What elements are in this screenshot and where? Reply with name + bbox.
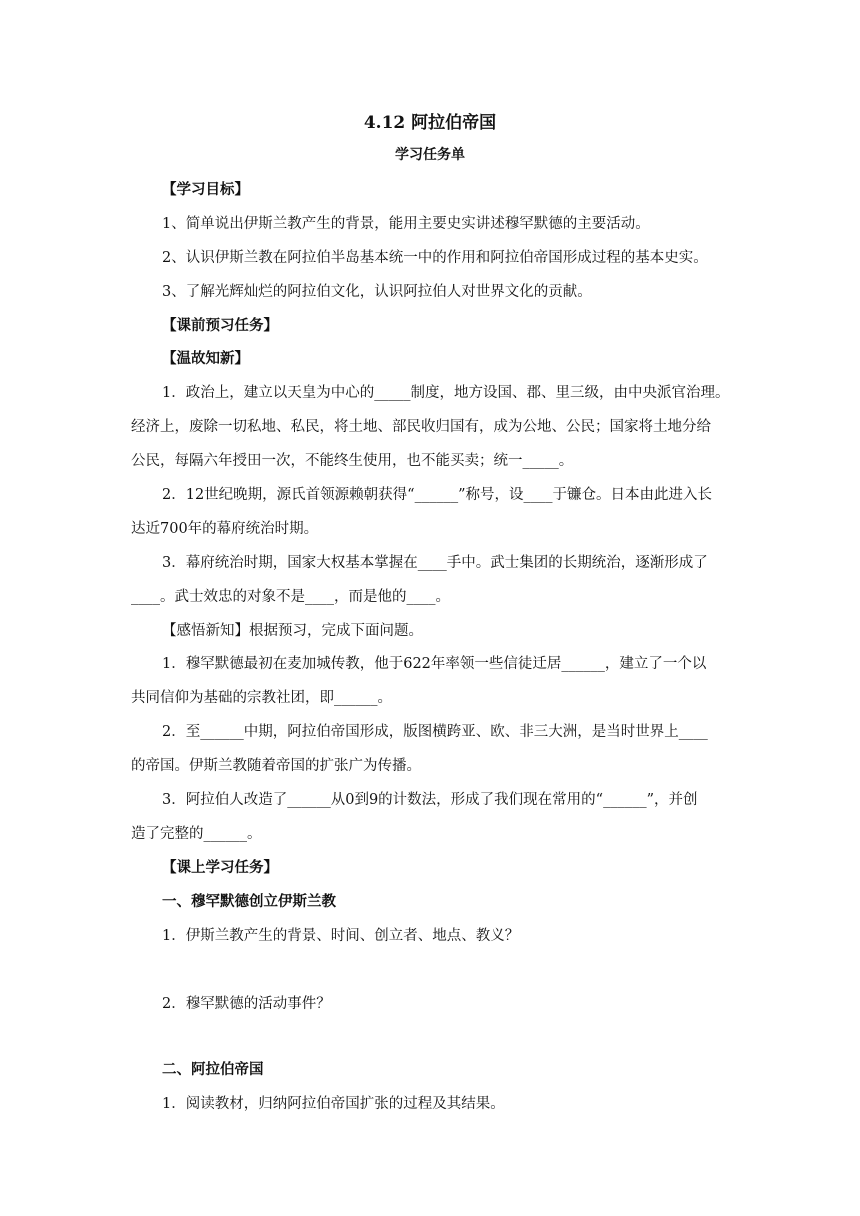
question-line: 的帝国。伊斯兰教随着帝国的扩张广为传播。 [131, 758, 421, 774]
section-heading-preview-tasks: 【课前预习任务】 [162, 317, 278, 334]
question-line: ____。武士效忠的对象不是____，而是他的____。 [131, 589, 450, 605]
section-heading-in-class-tasks: 【课上学习任务】 [162, 859, 278, 876]
question-line: 1．伊斯兰教产生的背景、时间、创立者、地点、教义？ [162, 928, 520, 944]
question-line: 1．穆罕默德最初在麦加城传教，他于622年率领一些信徒迁居______，建立了一个以 [162, 656, 707, 672]
question-line: 公民，每隔六年授田一次，不能终生使用，也不能买卖；统一_____。 [131, 453, 574, 469]
question-line: 2．穆罕默德的活动事件？ [162, 996, 331, 1012]
question-line: 1．阅读教材，归纳阿拉伯帝国扩张的过程及其结果。 [162, 1096, 505, 1112]
question-line: 达近700年的幕府统治时期。 [131, 521, 319, 537]
goal-item-2: 2、认识伊斯兰教在阿拉伯半岛基本统一中的作用和阿拉伯帝国形成过程的基本史实。 [162, 250, 708, 266]
question-line: 造了完整的______。 [131, 826, 262, 842]
page-subtitle: 学习任务单 [395, 147, 465, 163]
question-line: 共同信仰为基础的宗教社团，即______。 [131, 690, 392, 706]
section-heading-learning-goals: 【学习目标】 [162, 181, 249, 198]
question-line: 2．至______中期，阿拉伯帝国形成，版图横跨亚、欧、非三大洲，是当时世界上____ [162, 724, 708, 740]
question-line: 3．阿拉伯人改造了______从0到9的计数法，形成了我们现在常用的“______”，并创 [162, 792, 698, 808]
section-heading-new-knowledge: 【感悟新知】根据预习，完成下面问题。 [162, 623, 423, 639]
subsection-heading-arab-empire: 二、阿拉伯帝国 [162, 1061, 264, 1078]
question-line: 1．政治上，建立以天皇为中心的_____制度，地方设国、郡、里三级，由中央派官治理。 [162, 385, 730, 401]
question-line: 经济上，废除一切私地、私民，将土地、部民收归国有，成为公地、公民；国家将土地分给 [131, 419, 711, 435]
subsection-heading-islam: 一、穆罕默德创立伊斯兰教 [162, 893, 336, 910]
page-title: 4.12 阿拉伯帝国 [363, 113, 497, 133]
question-line: 3．幕府统治时期，国家大权基本掌握在____手中。武士集团的长期统治，逐渐形成了 [162, 555, 708, 571]
goal-item-1: 1、简单说出伊斯兰教产生的背景，能用主要史实讲述穆罕默德的主要活动。 [162, 216, 650, 232]
section-heading-review: 【温故知新】 [162, 350, 249, 367]
goal-item-3: 3、了解光辉灿烂的阿拉伯文化，认识阿拉伯人对世界文化的贡献。 [162, 284, 592, 300]
question-line: 2．12世纪晚期，源氏首领源赖朝获得“______”称号，设____于镰仓。日本由此进入长 [162, 487, 712, 503]
